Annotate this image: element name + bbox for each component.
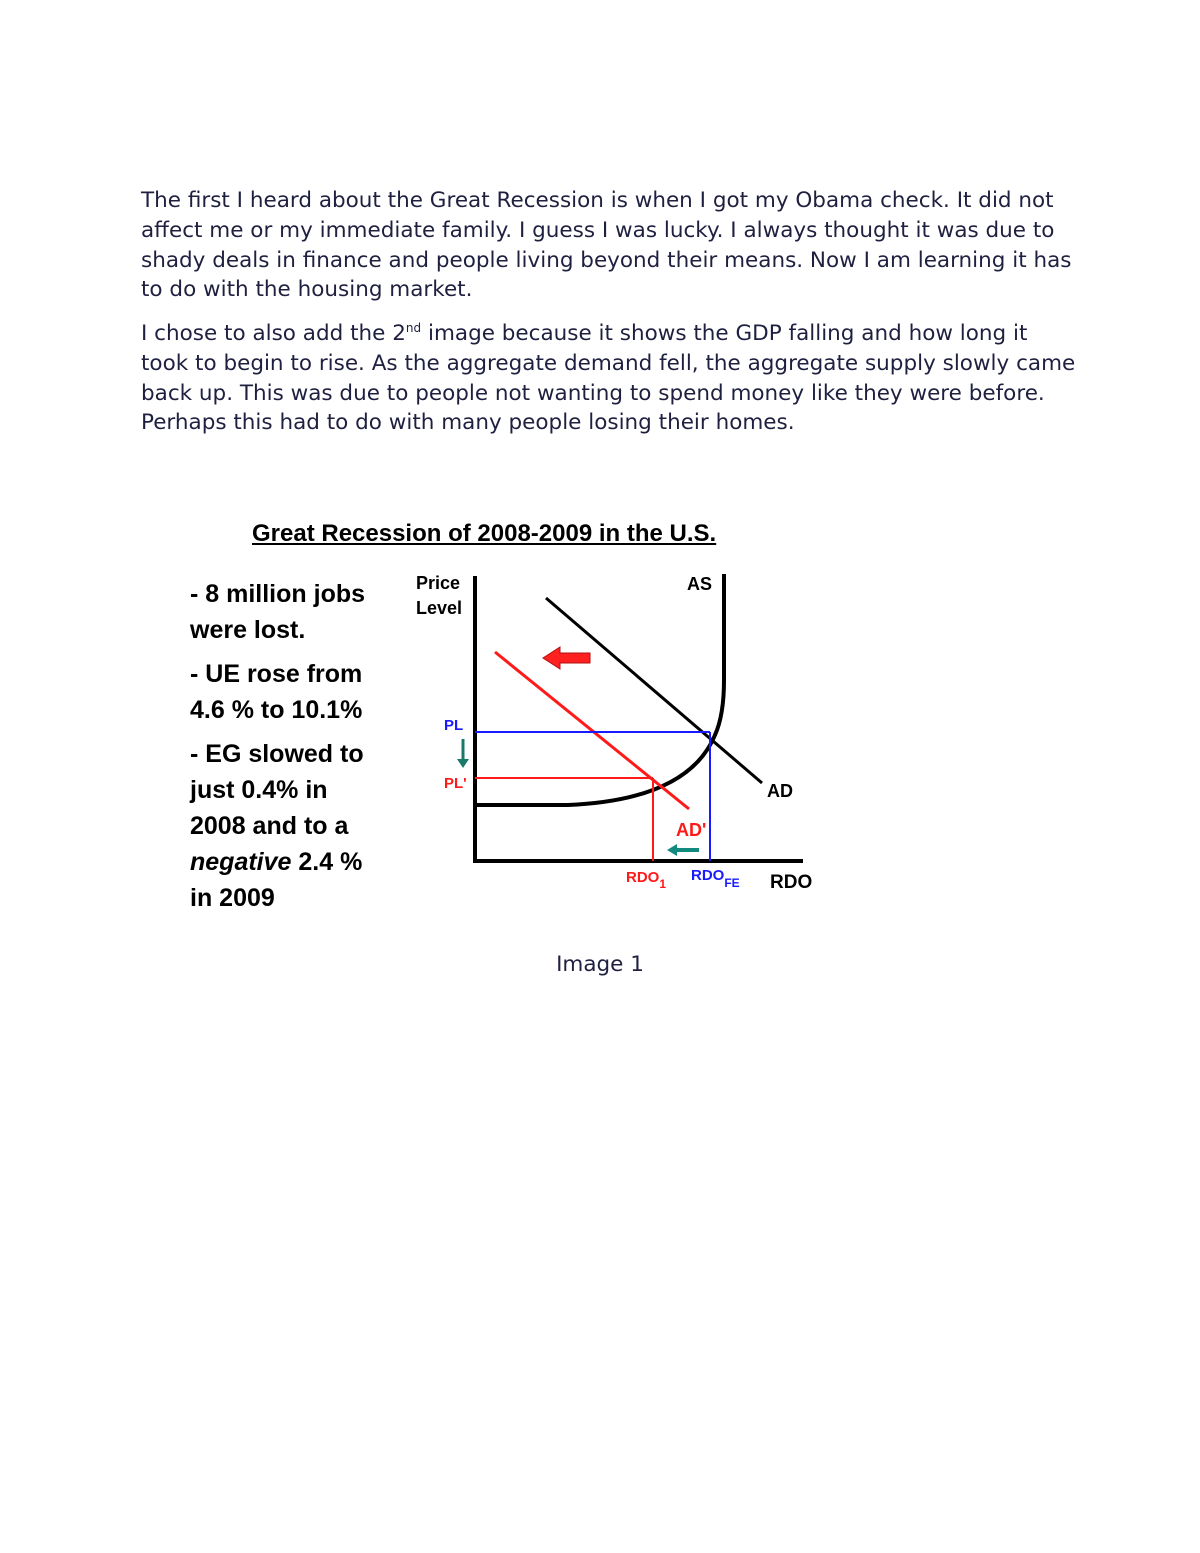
rdofe-label-main: RDO (691, 867, 725, 884)
bullet-growth-end: 2.4 % in 2009 (190, 848, 363, 912)
rdo1-label-sub: 1 (659, 877, 667, 891)
rdofe-label (691, 867, 740, 890)
ad-as-chart (178, 510, 838, 930)
bullet-unemployment: - UE rose from 4.6 % to 10.1% (190, 660, 363, 724)
recession-figure (178, 510, 838, 930)
bullet-growth-emphasis: negative (190, 848, 292, 876)
output-left-arrow (667, 844, 699, 856)
paragraph-2-text-start: I chose to also add the 2 (141, 321, 406, 346)
bullet-growth-start: - EG slowed to just 0.4% in 2008 and to a (190, 740, 364, 840)
bullet-jobs-lost: - 8 million jobs were lost. (190, 580, 366, 644)
x-axis-label: RDO (770, 872, 813, 893)
rdo1-label-main: RDO (626, 869, 660, 886)
paragraph-2-superscript: nd (405, 320, 422, 335)
ad-shifted-curve-label: AD' (676, 820, 707, 840)
paragraph-2-text-end: image because it shows the GDP falling and how long it took to begin to rise. As the aggregate demand fell, the aggregate supply slowly came back up. This was due to people not wanting to spend money like they were before. Perhaps this had to do with many people losing their homes. (141, 321, 1076, 436)
rdofe-label-sub: FE (724, 876, 740, 890)
demand-shift-arrow (543, 647, 590, 669)
as-curve (475, 574, 724, 805)
figure-caption: Image 1 (556, 952, 644, 977)
rdo1-label (626, 869, 666, 891)
y-axis-label-price: Price (416, 573, 461, 593)
paragraph-1: The first I heard about the Great Recession is when I got my Obama check. It did not affect me or my immediate family. I guess I was lucky. I always thought it was due to shady deals in finance and people living beyond their means. Now I am learning it has to do with the housing market. (141, 188, 1072, 303)
as-curve-label: AS (687, 574, 713, 594)
paragraph-2 (141, 319, 1081, 438)
price-down-arrow (457, 739, 469, 768)
pl-label: PL (444, 717, 464, 734)
ad-curve (546, 598, 762, 783)
ad-curve-label: AD (767, 781, 793, 801)
ad-shifted-curve (495, 652, 689, 809)
y-axis-label-level: Level (416, 598, 463, 618)
pl-prime-label: PL' (444, 775, 467, 792)
figure-title: Great Recession of 2008-2009 in the U.S. (252, 520, 717, 547)
